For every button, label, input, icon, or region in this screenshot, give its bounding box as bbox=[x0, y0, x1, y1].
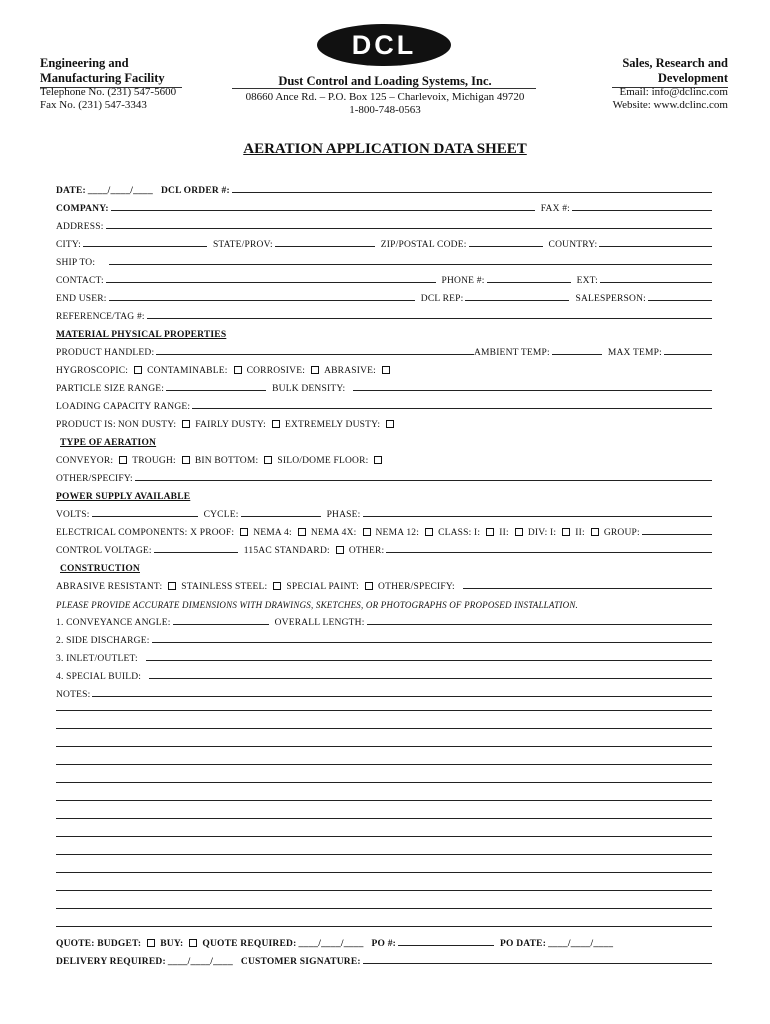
phone-field[interactable] bbox=[487, 282, 571, 283]
sales-website: Website: www.dclinc.com bbox=[612, 99, 728, 111]
notes-line[interactable] bbox=[56, 746, 712, 747]
row-contact bbox=[56, 270, 712, 286]
silo-checkbox[interactable] bbox=[374, 456, 382, 464]
control-voltage-label: CONTROL VOLTAGE: bbox=[56, 546, 152, 556]
row-end-user bbox=[56, 288, 712, 304]
conveyance-angle-field[interactable] bbox=[173, 624, 269, 625]
phase-label: PHASE: bbox=[326, 510, 361, 520]
special-paint-checkbox[interactable] bbox=[365, 582, 373, 590]
quote-required-field[interactable]: ____/____/____ bbox=[298, 939, 364, 949]
row-company bbox=[56, 198, 712, 214]
side-discharge-label: 2. SIDE DISCHARGE: bbox=[56, 636, 150, 646]
special-paint-label: SPECIAL PAINT: bbox=[286, 582, 360, 592]
volts-field[interactable] bbox=[92, 516, 198, 517]
class2-checkbox[interactable] bbox=[515, 528, 523, 536]
row-inlet bbox=[56, 648, 712, 664]
section-construction: CONSTRUCTION bbox=[60, 564, 140, 574]
header-center-rule bbox=[232, 88, 536, 89]
city-field[interactable] bbox=[83, 246, 207, 247]
date-label: DATE: bbox=[56, 186, 86, 196]
cycle-label: CYCLE: bbox=[203, 510, 239, 520]
header-left-rule bbox=[40, 87, 182, 88]
bulk-density-field[interactable] bbox=[353, 390, 712, 391]
po-date-label: PO DATE: bbox=[500, 939, 547, 949]
ext-label: EXT: bbox=[576, 276, 598, 286]
facility-title-1: Engineering and bbox=[40, 56, 129, 70]
row-hygroscopic bbox=[56, 360, 712, 376]
row-side-discharge bbox=[56, 630, 712, 646]
div1-label: DIV: I: bbox=[527, 528, 557, 538]
country-field[interactable] bbox=[599, 246, 712, 247]
row-note bbox=[56, 594, 712, 610]
row-conveyor bbox=[56, 450, 712, 466]
sales-title-1: Sales, Research and bbox=[622, 56, 728, 70]
max-temp-label: MAX TEMP: bbox=[607, 348, 662, 358]
other-label: OTHER: bbox=[348, 546, 385, 556]
bin-bottom-checkbox[interactable] bbox=[264, 456, 272, 464]
signature-field[interactable] bbox=[363, 963, 712, 964]
row-particle bbox=[56, 378, 712, 394]
contaminable-checkbox[interactable] bbox=[234, 366, 242, 374]
stainless-label: STAINLESS STEEL: bbox=[181, 582, 268, 592]
row-reference bbox=[56, 306, 712, 322]
quote-required-label: QUOTE REQUIRED: bbox=[202, 939, 297, 949]
end-user-field[interactable] bbox=[109, 300, 415, 301]
row-date bbox=[56, 180, 712, 196]
product-handled-field[interactable] bbox=[156, 354, 474, 355]
notes-line[interactable] bbox=[56, 818, 712, 819]
side-discharge-field[interactable] bbox=[152, 642, 712, 643]
zip-field[interactable] bbox=[469, 246, 543, 247]
facility-phone: Telephone No. (231) 547-5600 bbox=[40, 86, 177, 98]
dimensions-note: PLEASE PROVIDE ACCURATE DIMENSIONS WITH DRAWINGS, SKETCHES, OR PHOTOGRAPHS OF PROPOSED INSTALLATION. bbox=[56, 600, 578, 610]
notes-line[interactable] bbox=[56, 926, 712, 927]
ext-field[interactable] bbox=[600, 282, 712, 283]
trough-label: TROUGH: bbox=[132, 456, 176, 466]
address-label: ADDRESS: bbox=[56, 222, 104, 232]
nema12-checkbox[interactable] bbox=[425, 528, 433, 536]
loading-capacity-field[interactable] bbox=[192, 408, 712, 409]
dcl-rep-field[interactable] bbox=[465, 300, 569, 301]
row-product-handled bbox=[56, 342, 712, 358]
end-user-label: END USER: bbox=[56, 294, 107, 304]
sales-email: Email: info@dclinc.com bbox=[619, 86, 728, 98]
div2-label: II: bbox=[575, 528, 585, 538]
contact-label: CONTACT: bbox=[56, 276, 104, 286]
abrasive-resistant-checkbox[interactable] bbox=[168, 582, 176, 590]
city-label: CITY: bbox=[56, 240, 81, 250]
ship-to-label: SHIP TO: bbox=[56, 258, 96, 268]
bulk-density-label: BULK DENSITY: bbox=[272, 384, 346, 394]
notes-line[interactable] bbox=[56, 908, 712, 909]
quote-budget-checkbox[interactable] bbox=[147, 939, 155, 947]
fairly-dusty-label: FAIRLY DUSTY: bbox=[195, 420, 266, 430]
row-special-build bbox=[56, 666, 712, 682]
cycle-field[interactable] bbox=[241, 516, 321, 517]
abrasive-resistant-label: ABRASIVE RESISTANT: bbox=[56, 582, 163, 592]
phase-field[interactable] bbox=[363, 516, 713, 517]
address-field[interactable] bbox=[106, 228, 712, 229]
sales-title-2: Development bbox=[657, 71, 728, 85]
inlet-outlet-field[interactable] bbox=[146, 660, 712, 661]
div1-checkbox[interactable] bbox=[562, 528, 570, 536]
xproof-checkbox[interactable] bbox=[240, 528, 248, 536]
row-city bbox=[56, 234, 712, 250]
other-field[interactable] bbox=[386, 552, 712, 553]
overall-length-label: OVERALL LENGTH: bbox=[274, 618, 365, 628]
non-dusty-label: NON DUSTY: bbox=[117, 420, 177, 430]
row-sec-construction bbox=[60, 558, 716, 574]
control-voltage-field[interactable] bbox=[154, 552, 238, 553]
special-build-field[interactable] bbox=[149, 678, 712, 679]
notes-field[interactable] bbox=[92, 696, 712, 697]
max-temp-field[interactable] bbox=[664, 354, 712, 355]
notes-line[interactable] bbox=[56, 764, 712, 765]
country-label: COUNTRY: bbox=[548, 240, 598, 250]
po-date-field[interactable]: ____/____/____ bbox=[548, 939, 614, 949]
row-notes bbox=[56, 684, 712, 700]
ambient-temp-field[interactable] bbox=[552, 354, 602, 355]
notes-line[interactable] bbox=[56, 890, 712, 891]
zip-label: ZIP/POSTAL CODE: bbox=[380, 240, 467, 250]
buy-label: BUY: bbox=[160, 939, 184, 949]
special-build-label: 4. SPECIAL BUILD: bbox=[56, 672, 142, 682]
contaminable-label: CONTAMINABLE: bbox=[147, 366, 228, 376]
silo-label: SILO/DOME FLOOR: bbox=[277, 456, 369, 466]
conveyor-checkbox[interactable] bbox=[119, 456, 127, 464]
nema12-label: NEMA 12: bbox=[375, 528, 420, 538]
notes-line[interactable] bbox=[56, 710, 712, 711]
delivery-label: DELIVERY REQUIRED: bbox=[56, 957, 166, 967]
quote-budget-label: QUOTE: BUDGET: bbox=[56, 939, 142, 949]
row-volts bbox=[56, 504, 712, 520]
salesperson-label: SALESPERSON: bbox=[575, 294, 646, 304]
dcl-logo bbox=[316, 23, 452, 67]
other-specify-field[interactable] bbox=[135, 480, 712, 481]
bin-bottom-label: BIN BOTTOM: bbox=[194, 456, 259, 466]
inlet-outlet-label: 3. INLET/OUTLET: bbox=[56, 654, 138, 664]
hygroscopic-checkbox[interactable] bbox=[134, 366, 142, 374]
ship-to-field[interactable] bbox=[109, 264, 712, 265]
row-construction bbox=[56, 576, 712, 592]
std115-checkbox[interactable] bbox=[336, 546, 344, 554]
dcl-order-field[interactable] bbox=[232, 192, 712, 193]
ambient-temp-label: AMBIENT TEMP: bbox=[473, 348, 550, 358]
xproof-label: ELECTRICAL COMPONENTS: X PROOF: bbox=[56, 528, 235, 538]
nema4x-label: NEMA 4X: bbox=[310, 528, 357, 538]
particle-size-field[interactable] bbox=[166, 390, 266, 391]
row-conveyance bbox=[56, 612, 712, 628]
facility-title-2: Manufacturing Facility bbox=[40, 71, 165, 85]
section-material: MATERIAL PHYSICAL PROPERTIES bbox=[56, 330, 227, 340]
header-left bbox=[40, 56, 176, 112]
notes-label: NOTES: bbox=[56, 690, 91, 700]
trough-checkbox[interactable] bbox=[182, 456, 190, 464]
class2-label: II: bbox=[499, 528, 509, 538]
notes-line[interactable] bbox=[56, 836, 712, 837]
row-product-is bbox=[56, 414, 712, 430]
other-specify-label: OTHER/SPECIFY: bbox=[56, 474, 133, 484]
overall-length-field[interactable] bbox=[367, 624, 712, 625]
company-field[interactable] bbox=[111, 210, 535, 211]
fairly-dusty-checkbox[interactable] bbox=[272, 420, 280, 428]
row-sec-material bbox=[56, 324, 712, 340]
fax-field[interactable] bbox=[572, 210, 712, 211]
extremely-dusty-checkbox[interactable] bbox=[386, 420, 394, 428]
doc-title: AERATION APPLICATION DATA SHEET bbox=[243, 141, 527, 157]
dcl-order-label: DCL ORDER #: bbox=[160, 186, 230, 196]
non-dusty-checkbox[interactable] bbox=[182, 420, 190, 428]
class1-checkbox[interactable] bbox=[486, 528, 494, 536]
contact-field[interactable] bbox=[106, 282, 436, 283]
notes-line[interactable] bbox=[56, 782, 712, 783]
corrosive-checkbox[interactable] bbox=[311, 366, 319, 374]
group-label: GROUP: bbox=[603, 528, 640, 538]
phone-label: PHONE #: bbox=[441, 276, 485, 286]
hygroscopic-label: HYGROSCOPIC: bbox=[56, 366, 129, 376]
section-power: POWER SUPPLY AVAILABLE bbox=[56, 492, 191, 502]
conveyance-angle-label: 1. CONVEYANCE ANGLE: bbox=[56, 618, 171, 628]
row-quote bbox=[56, 933, 712, 949]
construction-other-label: OTHER/SPECIFY: bbox=[378, 582, 455, 592]
stainless-checkbox[interactable] bbox=[273, 582, 281, 590]
po-field[interactable] bbox=[398, 945, 494, 946]
delivery-field[interactable]: ____/____/____ bbox=[167, 957, 233, 967]
particle-size-label: PARTICLE SIZE RANGE: bbox=[56, 384, 165, 394]
product-handled-label: PRODUCT HANDLED: bbox=[56, 348, 155, 358]
class1-label: CLASS: I: bbox=[438, 528, 481, 538]
reference-label: REFERENCE/TAG #: bbox=[56, 312, 145, 322]
conveyor-label: CONVEYOR: bbox=[56, 456, 114, 466]
volts-label: VOLTS: bbox=[56, 510, 90, 520]
notes-line[interactable] bbox=[56, 800, 712, 801]
row-sec-power bbox=[56, 486, 712, 502]
facility-fax: Fax No. (231) 547-3343 bbox=[40, 99, 147, 111]
row-other-specify bbox=[56, 468, 712, 484]
group-field[interactable] bbox=[642, 534, 712, 535]
nema4x-checkbox[interactable] bbox=[363, 528, 371, 536]
nema4-label: NEMA 4: bbox=[253, 528, 292, 538]
row-sec-aeration bbox=[60, 432, 716, 448]
header-center bbox=[220, 74, 550, 117]
loading-capacity-label: LOADING CAPACITY RANGE: bbox=[56, 402, 191, 412]
fax-label: FAX #: bbox=[540, 204, 570, 214]
nema4-checkbox[interactable] bbox=[298, 528, 306, 536]
po-label: PO #: bbox=[371, 939, 397, 949]
product-is-label: PRODUCT IS: bbox=[56, 420, 116, 430]
company-tollfree: 1-800-748-0563 bbox=[349, 104, 421, 116]
state-label: STATE/PROV: bbox=[212, 240, 273, 250]
company-address: 08660 Ance Rd. – P.O. Box 125 – Charlevoix, Michigan 49720 bbox=[245, 91, 525, 103]
row-delivery bbox=[56, 951, 712, 967]
row-loading-capacity bbox=[56, 396, 712, 412]
signature-label: CUSTOMER SIGNATURE: bbox=[240, 957, 361, 967]
salesperson-field[interactable] bbox=[648, 300, 712, 301]
std115-label: 115AC STANDARD: bbox=[243, 546, 330, 556]
abrasive-label: ABRASIVE: bbox=[324, 366, 377, 376]
buy-checkbox[interactable] bbox=[189, 939, 197, 947]
row-ship-to bbox=[56, 252, 712, 268]
state-field[interactable] bbox=[275, 246, 375, 247]
row-control-voltage bbox=[56, 540, 712, 556]
date-field[interactable]: ____/____/____ bbox=[87, 186, 153, 196]
notes-line[interactable] bbox=[56, 854, 712, 855]
section-aeration: TYPE OF AERATION bbox=[60, 438, 157, 448]
header-right-rule bbox=[612, 87, 728, 88]
corrosive-label: CORROSIVE: bbox=[246, 366, 306, 376]
notes-line[interactable] bbox=[56, 872, 712, 873]
company-name: Dust Control and Loading Systems, Inc. bbox=[278, 74, 492, 88]
header-right bbox=[613, 56, 728, 112]
row-address bbox=[56, 216, 712, 232]
construction-other-field[interactable] bbox=[463, 588, 712, 589]
row-electrical bbox=[56, 522, 712, 538]
company-label: COMPANY: bbox=[56, 204, 109, 214]
abrasive-checkbox[interactable] bbox=[382, 366, 390, 374]
div2-checkbox[interactable] bbox=[591, 528, 599, 536]
dcl-rep-label: DCL REP: bbox=[420, 294, 464, 304]
notes-line[interactable] bbox=[56, 728, 712, 729]
svg-text:DCL: DCL bbox=[351, 30, 417, 60]
extremely-dusty-label: EXTREMELY DUSTY: bbox=[284, 420, 381, 430]
reference-field[interactable] bbox=[147, 318, 712, 319]
